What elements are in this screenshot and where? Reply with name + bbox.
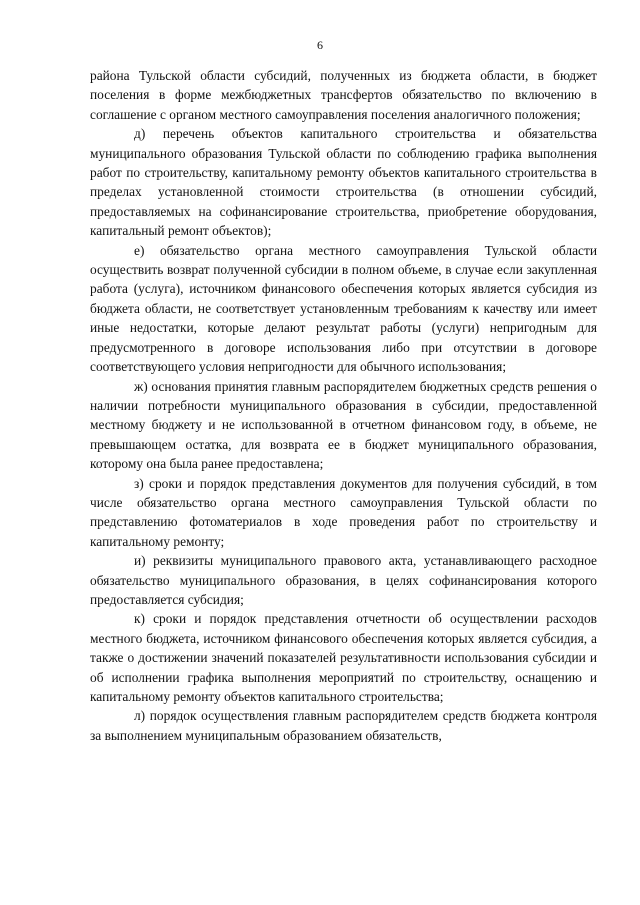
paragraph-continuation: района Тульской области субсидий, полученных из бюджета области, в бюджет поселения в форме межбюджетных трансфертов обязательство по включению в соглашение с органом местного самоуправления поселения аналогичного положения;	[90, 68, 597, 122]
page-number: 6	[317, 38, 323, 52]
paragraph-d: д) перечень объектов капитального строительства и обязательства муниципального образования Тульской области по соблюдению графика выполнения работ по строительству, капитальному ремонту объектов капитального строительства в пределах установленной стоимости строительства (в отношении субсидий, предоставляемых на софинансирование строительства, приобретение оборудования, капитальный ремонт объектов);	[90, 126, 597, 239]
paragraph-zh: ж) основания принятия главным распорядителем бюджетных средств решения о наличии потребности муниципального образования в субсидии, предоставленной местному бюджету и не использованной в отчетном финансовом году, в объеме, не превышающем остатка, для возврата ее в бюджет муниципального образования, которому она была ранее предоставлена;	[90, 378, 597, 472]
paragraph-e: е) обязательство органа местного самоуправления Тульской области осуществить возврат полученной субсидии в полном объеме, в случае если закупленная работа (услуга), источником финансового обеспечения которых является субсидия из бюджета области, не соответствует установленным требованиям к качеству или имеет иные недостатки, которые делают результат работы (услуги) непригодным для предусмотренного в договоре использования либо при отсутствии в договоре соответствующего условия непригодности для обычного использования;	[90, 242, 597, 375]
paragraph-k: к) сроки и порядок представления отчетности об осуществлении расходов местного бюджета, источником финансового обеспечения которых является субсидия, а также о достижении значений показателей результативности использования субсидии и об исполнении графика выполнения мероприятий по строительству, оснащению и капитальному ремонту объектов капитального строительства;	[90, 611, 597, 704]
paragraph-l: л) порядок осуществления главным распорядителем средств бюджета контроля за выполнением муниципальным образованием обязательств,	[90, 708, 597, 743]
paragraph-z: з) сроки и порядок представления документов для получения субсидий, в том числе обязательство органа местного самоуправления Тульской области по представлению фотоматериалов в ходе проведения работ по строительству и капитальному ремонту;	[90, 475, 597, 549]
paragraph-i: и) реквизиты муниципального правового акта, устанавливающего расходное обязательство муниципального образования, в целях софинансирования которого предоставляется субсидия;	[90, 553, 597, 607]
document-body	[90, 66, 597, 745]
